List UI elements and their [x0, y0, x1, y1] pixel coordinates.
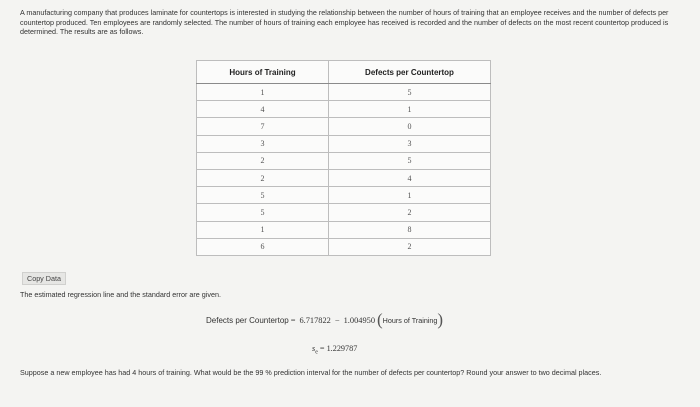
table-row [197, 204, 491, 221]
cell-defects: 2 [329, 238, 491, 255]
equation-minus: − [334, 315, 340, 325]
equation-lhs: Defects per Countertop [206, 315, 289, 325]
table-row [197, 118, 491, 135]
cell-defects: 3 [329, 135, 491, 152]
cell-defects: 2 [329, 204, 491, 221]
cell-hours: 5 [197, 204, 329, 221]
table-row [197, 187, 491, 204]
left-paren: ( [377, 310, 383, 329]
table-row [197, 84, 491, 101]
equation-variable: Hours of Training [382, 315, 438, 325]
standard-error [312, 344, 357, 356]
se-value: 1.229787 [326, 344, 358, 353]
table-row [197, 169, 491, 186]
cell-defects: 0 [329, 118, 491, 135]
equation-slope: 1.004950 [343, 315, 375, 325]
table-header-row [197, 61, 491, 84]
cell-defects: 4 [329, 169, 491, 186]
cell-hours: 1 [197, 84, 329, 101]
copy-data-button[interactable]: Copy Data [22, 272, 66, 285]
problem-intro: A manufacturing company that produces laminate for countertops is interested in studying the relationship between the number of hours of training that an employee receives and the number of defects per countertop produced. Ten employees are randomly selected. The number of hours of training each employee has received is recorded and the number of defects on the most recent countertop produced is determined. The results are as follows. [20, 8, 669, 37]
table-row [197, 135, 491, 152]
cell-hours: 4 [197, 101, 329, 118]
se-subscript: e [315, 349, 318, 356]
equation-intercept: 6.717822 [299, 315, 331, 325]
table-row [197, 221, 491, 238]
equation-equals: = [290, 315, 296, 325]
right-paren: ) [437, 310, 444, 329]
estimate-description: The estimated regression line and the standard error are given. [20, 290, 221, 299]
table-row [197, 152, 491, 169]
cell-hours: 1 [197, 221, 329, 238]
cell-hours: 2 [197, 169, 329, 186]
cell-defects: 1 [329, 187, 491, 204]
header-hours: Hours of Training [197, 61, 329, 84]
cell-hours: 6 [197, 238, 329, 255]
cell-hours: 7 [197, 118, 329, 135]
question-text: Suppose a new employee has had 4 hours of training. What would be the 99 % prediction interval for the number of defects per countertop? Round your answer to two decimal places. [20, 368, 602, 377]
table-row [197, 238, 491, 255]
se-equals: = [319, 344, 325, 353]
table-body [197, 84, 491, 256]
data-table [196, 60, 491, 256]
regression-equation [206, 310, 444, 329]
cell-defects: 5 [329, 84, 491, 101]
cell-hours: 3 [197, 135, 329, 152]
cell-hours: 2 [197, 152, 329, 169]
cell-defects: 1 [329, 101, 491, 118]
cell-defects: 8 [329, 221, 491, 238]
cell-defects: 5 [329, 152, 491, 169]
cell-hours: 5 [197, 187, 329, 204]
se-symbol: s [312, 344, 316, 353]
table-row [197, 101, 491, 118]
header-defects: Defects per Countertop [329, 61, 491, 84]
